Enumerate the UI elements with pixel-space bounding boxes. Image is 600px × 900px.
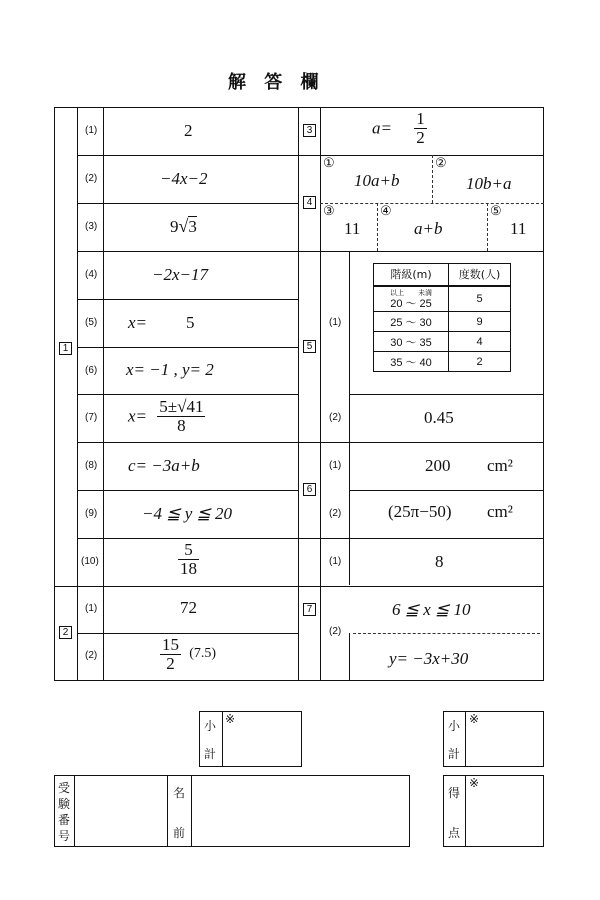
subtotal-label-bottom: 計 bbox=[204, 747, 217, 761]
frequency-table-sub-left: 以上 bbox=[390, 288, 404, 297]
q5-label-2: (2) bbox=[329, 412, 342, 423]
q4-marker-4: ④ bbox=[380, 203, 392, 218]
score-asterisk: ※ bbox=[469, 776, 480, 790]
q1-label-3: (3) bbox=[85, 221, 98, 232]
q1-label-8: (8) bbox=[85, 460, 98, 471]
q7-answer-1: 8 bbox=[435, 552, 444, 571]
q5-answer-2: 0.45 bbox=[424, 408, 454, 427]
exam-number-label-3: 番 bbox=[58, 813, 71, 827]
subtotal-right-label-bottom: 計 bbox=[448, 747, 461, 761]
q3-answer bbox=[372, 110, 427, 147]
q1-answer-10-denominator: 18 bbox=[180, 558, 197, 578]
q4-marker-2: ② bbox=[435, 155, 447, 170]
q1-answer-3-coef: 9 bbox=[170, 217, 179, 236]
q7-label-2: (2) bbox=[329, 626, 342, 637]
q1-answer-5-prefix: x= bbox=[128, 313, 148, 332]
q1-label-6: (6) bbox=[85, 365, 98, 376]
frequency-table-range: 25 〜 30 bbox=[374, 312, 449, 332]
exam-number-field[interactable] bbox=[75, 776, 167, 846]
q1-answer-3: 9√3 bbox=[170, 216, 197, 236]
frequency-table-count: 2 bbox=[449, 352, 511, 372]
subtotal-label-top: 小 bbox=[204, 719, 217, 733]
section-6-marker: 6 bbox=[303, 483, 316, 496]
q6-label-2: (2) bbox=[329, 508, 342, 519]
q1-answer-2: −4x−2 bbox=[160, 169, 208, 188]
exam-number-label-1: 受 bbox=[58, 781, 71, 795]
q1-label-9: (9) bbox=[85, 508, 98, 519]
q1-answer-1: 2 bbox=[184, 121, 193, 140]
q2-answer-2-denominator: 2 bbox=[166, 653, 175, 673]
q4-marker-1: ① bbox=[323, 155, 335, 170]
q1-answer-7-prefix: x= bbox=[128, 406, 148, 426]
section-3-marker: 3 bbox=[303, 124, 316, 137]
q1-answer-10 bbox=[178, 541, 199, 578]
q7-answer-2-top: 6 ≦ x ≦ 10 bbox=[392, 600, 471, 619]
frequency-table-header-count: 度数(人) bbox=[449, 264, 511, 286]
q1-answer-6: x= −1 , y= 2 bbox=[126, 360, 214, 379]
score-label-bottom: 点 bbox=[448, 826, 461, 840]
q1-answer-7-denominator: 8 bbox=[177, 415, 186, 435]
q4-answer-1: 10a+b bbox=[354, 171, 400, 190]
frequency-table-row bbox=[374, 286, 449, 312]
q7-answer-2-bottom: y= −3x+30 bbox=[389, 649, 469, 668]
subtotal-asterisk: ※ bbox=[225, 712, 236, 726]
q4-marker-3: ③ bbox=[323, 203, 335, 218]
q5-label-1: (1) bbox=[329, 317, 342, 328]
section-1-marker: 1 bbox=[59, 342, 72, 355]
name-label-top: 名 bbox=[173, 786, 186, 800]
frequency-table-range: 20 〜 25 bbox=[390, 297, 432, 310]
q1-answer-5-value: 5 bbox=[186, 313, 195, 332]
q2-answer-1: 72 bbox=[180, 598, 197, 617]
q1-answer-4: −2x−17 bbox=[152, 265, 208, 284]
q2-answer-2-numerator: 15 bbox=[162, 635, 179, 654]
frequency-table-range: 35 〜 40 bbox=[374, 352, 449, 372]
q6-answer-1-unit: cm² bbox=[487, 456, 513, 475]
section-4-marker: 4 bbox=[303, 196, 316, 209]
q1-label-2: (2) bbox=[85, 173, 98, 184]
q1-label-5: (5) bbox=[85, 317, 98, 328]
q1-answer-9: −4 ≦ y ≦ 20 bbox=[142, 504, 233, 523]
q3-answer-prefix: a= bbox=[372, 118, 392, 138]
section-7-marker: 7 bbox=[303, 603, 316, 616]
q1-answer-8: c= −3a+b bbox=[128, 456, 200, 475]
q2-answer-2-decimal: (7.5) bbox=[189, 646, 217, 662]
exam-number-label-4: 号 bbox=[58, 829, 71, 843]
q2-answer-2 bbox=[160, 636, 216, 673]
frequency-table-sub-right: 未満 bbox=[418, 288, 432, 297]
frequency-table-count: 5 bbox=[449, 286, 511, 312]
q4-marker-5: ⑤ bbox=[490, 203, 502, 218]
q1-label-10: (10) bbox=[81, 556, 99, 567]
q6-answer-2-unit: cm² bbox=[487, 502, 513, 521]
score-label-top: 得 bbox=[448, 786, 461, 800]
subtotal-right-label-top: 小 bbox=[448, 719, 461, 733]
q6-answer-2: (25π−50) bbox=[388, 502, 452, 521]
name-label-bottom: 前 bbox=[173, 826, 186, 840]
frequency-table-count: 9 bbox=[449, 312, 511, 332]
frequency-table-count: 4 bbox=[449, 332, 511, 352]
page-title: 解 答 欄 bbox=[228, 72, 325, 93]
q1-label-4: (4) bbox=[85, 269, 98, 280]
q1-label-7: (7) bbox=[85, 412, 98, 423]
q2-label-1: (1) bbox=[85, 603, 98, 614]
q1-answer-7 bbox=[128, 398, 205, 435]
q4-answer-4: a+b bbox=[414, 219, 443, 238]
q4-answer-5: 11 bbox=[510, 219, 527, 238]
frequency-table-header-class: 階級(m) bbox=[374, 264, 449, 286]
section-5-marker: 5 bbox=[303, 340, 316, 353]
frequency-table bbox=[373, 263, 511, 372]
q3-answer-denominator: 2 bbox=[416, 127, 425, 147]
name-field[interactable] bbox=[192, 776, 409, 846]
q1-answer-7-numerator: 5±√41 bbox=[159, 397, 204, 416]
q1-label-1: (1) bbox=[85, 125, 98, 136]
exam-number-label-2: 験 bbox=[58, 797, 71, 811]
q4-answer-2: 10b+a bbox=[466, 174, 512, 193]
q1-answer-3-radicand: 3 bbox=[188, 217, 197, 236]
subtotal-right-asterisk: ※ bbox=[469, 712, 480, 726]
q1-answer-10-numerator: 5 bbox=[178, 541, 199, 560]
q7-label-1: (1) bbox=[329, 556, 342, 567]
q3-answer-numerator: 1 bbox=[416, 109, 425, 128]
q6-label-1: (1) bbox=[329, 460, 342, 471]
q2-label-2: (2) bbox=[85, 650, 98, 661]
q4-answer-3: 11 bbox=[344, 219, 361, 238]
frequency-table-range: 30 〜 35 bbox=[374, 332, 449, 352]
q6-answer-1: 200 bbox=[425, 456, 451, 475]
section-2-marker: 2 bbox=[59, 626, 72, 639]
